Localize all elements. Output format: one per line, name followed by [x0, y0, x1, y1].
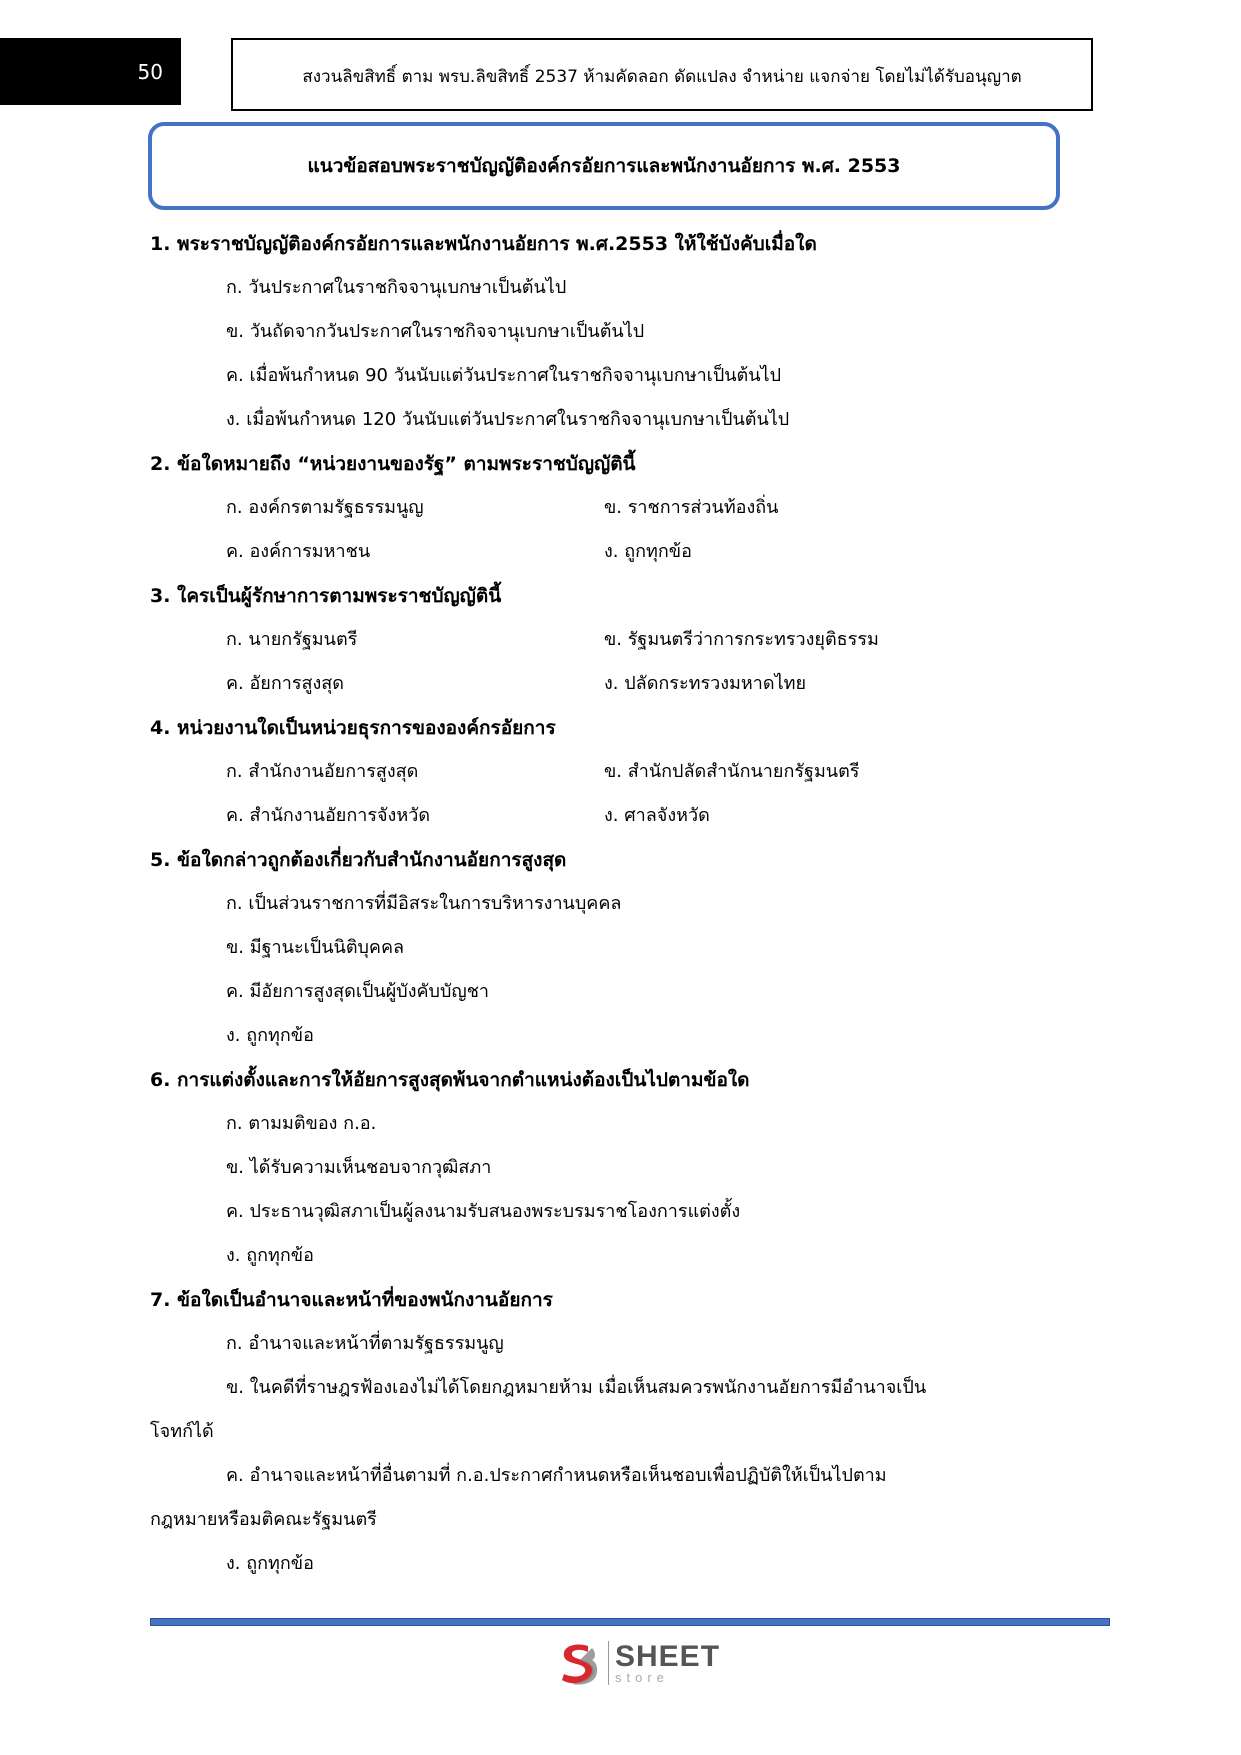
- question-3: 3. ใครเป็นผู้รักษาการตามพระราชบัญญัตินี้: [150, 585, 502, 607]
- q5-option-b: ข. มีฐานะเป็นนิติบุคคล: [226, 937, 405, 958]
- q5-option-c: ค. มีอัยการสูงสุดเป็นผู้บังคับบัญชา: [226, 981, 490, 1002]
- document-title-box: [148, 122, 1060, 210]
- q4-option-b: ข. สำนักปลัดสำนักนายกรัฐมนตรี: [604, 761, 860, 782]
- logo-separator: [608, 1641, 609, 1685]
- q4-option-a: ก. สำนักงานอัยการสูงสุด: [226, 761, 419, 782]
- q4-options-row-2: [150, 794, 1090, 838]
- q6-option-b: ข. ได้รับความเห็นชอบจากวุฒิสภา: [226, 1157, 492, 1178]
- question-list: [150, 222, 1090, 1586]
- q4-options-row-1: [150, 750, 1090, 794]
- q7-option-d: ง. ถูกทุกข้อ: [226, 1553, 314, 1574]
- question-2: 2. ข้อใดหมายถึง “หน่วยงานของรัฐ” ตามพระราชบัญญัตินี้: [150, 453, 636, 475]
- q2-options-row-2: [150, 530, 1090, 574]
- q1-option-d: ง. เมื่อพ้นกำหนด 120 วันนับแต่วันประกาศในราชกิจจานุเบกษาเป็นต้นไป: [226, 409, 790, 430]
- question-7: 7. ข้อใดเป็นอำนาจและหน้าที่ของพนักงานอัยการ: [150, 1289, 553, 1311]
- q3-option-b: ข. รัฐมนตรีว่าการกระทรวงยุติธรรม: [604, 629, 879, 650]
- q3-options-row-2: [150, 662, 1090, 706]
- logo-sub-text: store: [615, 1669, 669, 1685]
- q4-option-d: ง. ศาลจังหวัด: [604, 805, 710, 826]
- q7-option-b-continued: โจทก์ได้: [150, 1421, 214, 1442]
- question-6: 6. การแต่งตั้งและการให้อัยการสูงสุดพ้นจากตำแหน่งต้องเป็นไปตามข้อใด: [150, 1069, 750, 1091]
- question-5: 5. ข้อใดกล่าวถูกต้องเกี่ยวกับสำนักงานอัยการสูงสุด: [150, 849, 567, 871]
- q6-option-c: ค. ประธานวุฒิสภาเป็นผู้ลงนามรับสนองพระบรมราชโองการแต่งตั้ง: [226, 1201, 741, 1222]
- q6-option-d: ง. ถูกทุกข้อ: [226, 1245, 314, 1266]
- question-4: 4. หน่วยงานใดเป็นหน่วยธุรการขององค์กรอัยการ: [150, 717, 556, 739]
- q5-option-a: ก. เป็นส่วนราชการที่มีอิสระในการบริหารงานบุคคล: [226, 893, 622, 914]
- q4-option-c: ค. สำนักงานอัยการจังหวัด: [226, 805, 431, 826]
- question-1: 1. พระราชบัญญัติองค์กรอัยการและพนักงานอัยการ พ.ศ.2553 ให้ใช้บังคับเมื่อใด: [150, 233, 817, 255]
- sheet-store-s-logo-icon: [552, 1638, 602, 1688]
- page-number-block: [0, 38, 181, 105]
- logo-text: [615, 1639, 721, 1685]
- q2-options-row-1: [150, 486, 1090, 530]
- footer-divider: [150, 1618, 1110, 1626]
- document-title: แนวข้อสอบพระราชบัญญัติองค์กรอัยการและพนักงานอัยการ พ.ศ. 2553: [307, 155, 901, 177]
- q5-option-d: ง. ถูกทุกข้อ: [226, 1025, 314, 1046]
- copyright-notice: สงวนลิขสิทธิ์ ตาม พรบ.ลิขสิทธิ์ 2537 ห้ามคัดลอก ดัดแปลง จำหน่าย แจกจ่าย โดยไม่ได้รับอนุญาต: [302, 67, 1022, 87]
- logo-main-text: SHEET: [615, 1639, 721, 1673]
- q3-option-d: ง. ปลัดกระทรวงมหาดไทย: [604, 673, 807, 694]
- q7-option-c: ค. อำนาจและหน้าที่อื่นตามที่ ก.อ.ประกาศกำหนดหรือเห็นชอบเพื่อปฏิบัติให้เป็นไปตาม: [226, 1465, 887, 1486]
- sheet-store-logo: [552, 1635, 720, 1690]
- q1-option-c: ค. เมื่อพ้นกำหนด 90 วันนับแต่วันประกาศในราชกิจจานุเบกษาเป็นต้นไป: [226, 365, 782, 386]
- q2-option-a: ก. องค์กรตามรัฐธรรมนูญ: [226, 497, 424, 518]
- q2-option-d: ง. ถูกทุกข้อ: [604, 541, 692, 562]
- q6-option-a: ก. ตามมติของ ก.อ.: [226, 1113, 377, 1134]
- q1-option-b: ข. วันถัดจากวันประกาศในราชกิจจานุเบกษาเป็นต้นไป: [226, 321, 645, 342]
- q3-option-a: ก. นายกรัฐมนตรี: [226, 629, 358, 650]
- page-number: 50: [137, 59, 163, 84]
- q2-option-b: ข. ราชการส่วนท้องถิ่น: [604, 497, 779, 518]
- q7-option-c-continued: กฎหมายหรือมติคณะรัฐมนตรี: [150, 1509, 377, 1530]
- q7-option-b: ข. ในคดีที่ราษฎรฟ้องเองไม่ได้โดยกฎหมายห้าม เมื่อเห็นสมควรพนักงานอัยการมีอำนาจเป็น: [226, 1377, 927, 1398]
- q7-option-a: ก. อำนาจและหน้าที่ตามรัฐธรรมนูญ: [226, 1333, 504, 1354]
- copyright-notice-box: [231, 38, 1093, 111]
- q3-option-c: ค. อัยการสูงสุด: [226, 673, 344, 694]
- q2-option-c: ค. องค์การมหาชน: [226, 541, 371, 562]
- q1-option-a: ก. วันประกาศในราชกิจจานุเบกษาเป็นต้นไป: [226, 277, 567, 298]
- q3-options-row-1: [150, 618, 1090, 662]
